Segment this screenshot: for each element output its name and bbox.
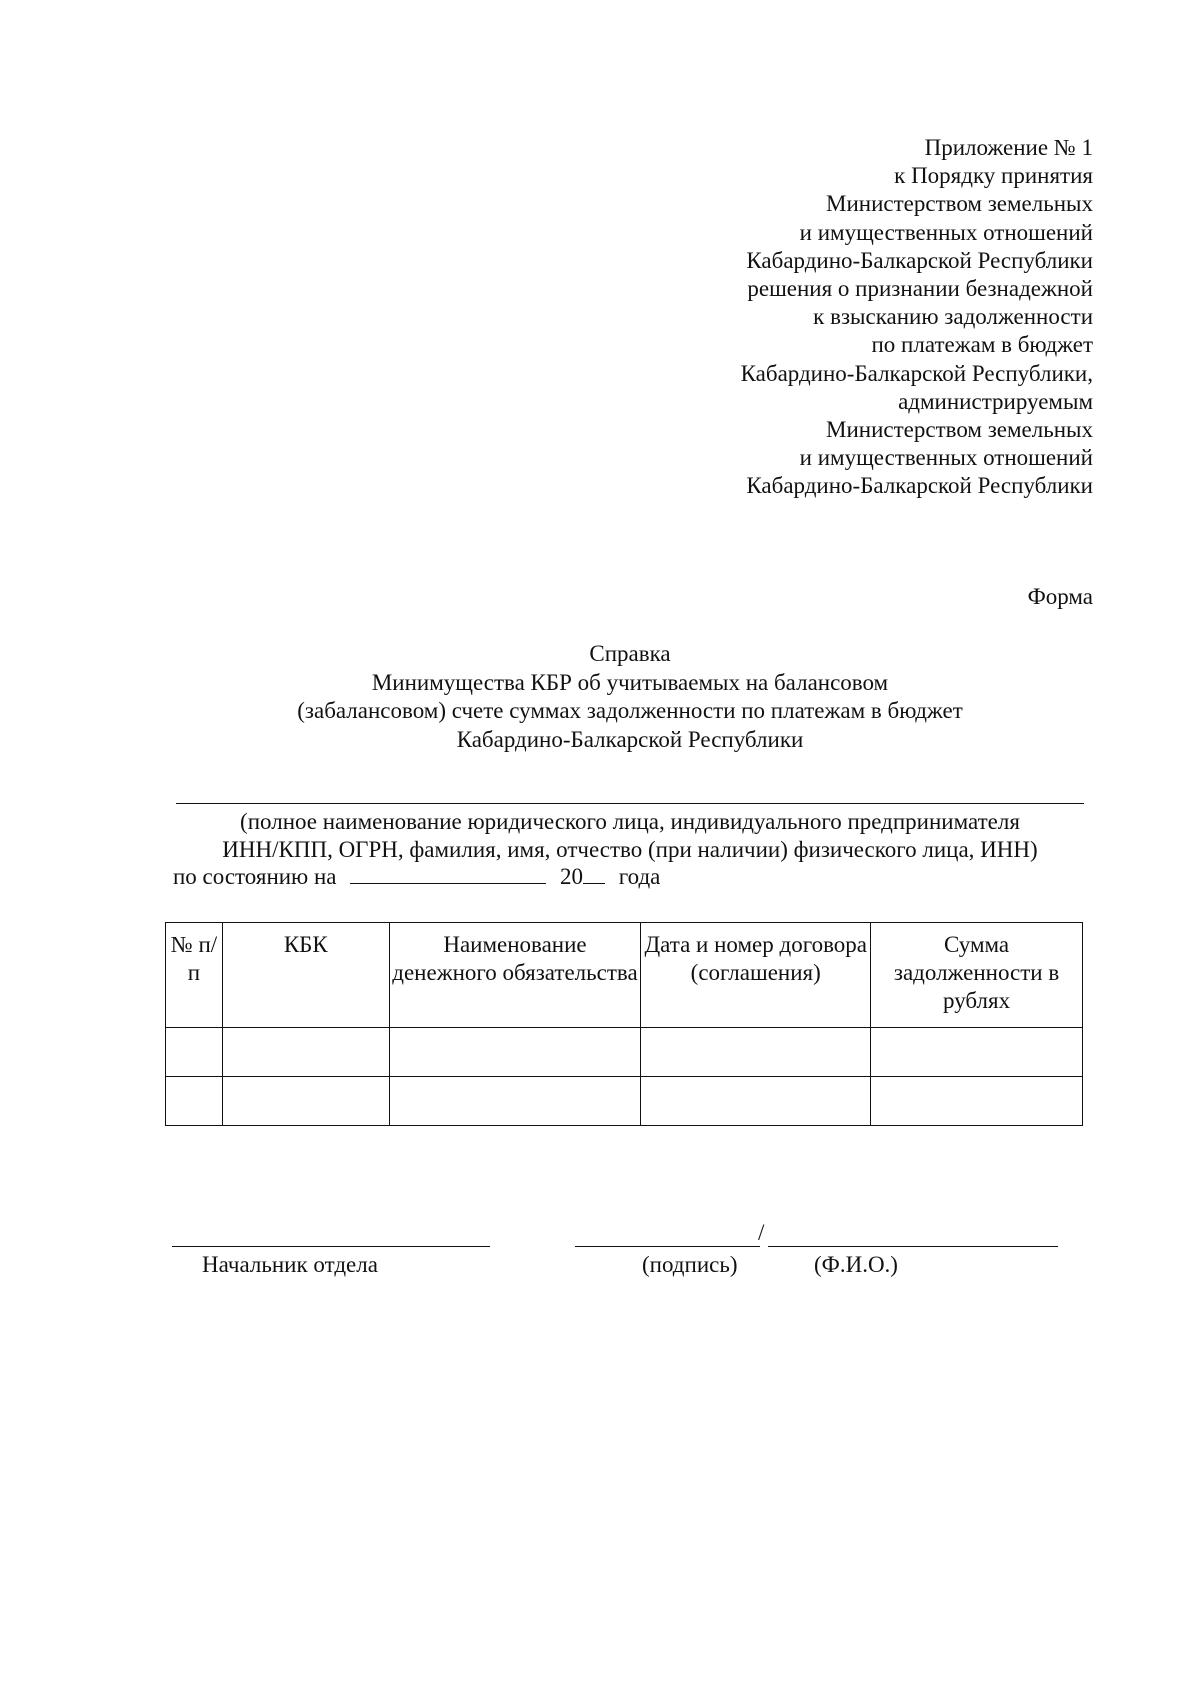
appendix-line: к взысканию задолженности bbox=[813, 304, 1093, 330]
table-cell[interactable] bbox=[166, 1077, 223, 1126]
signature-field-line[interactable] bbox=[575, 1246, 760, 1247]
caption-line: ИНН/КПП, ОГРН, фамилия, имя, отчество (при наличии) физического лица, ИНН) bbox=[222, 837, 1038, 862]
header-kbk: КБК bbox=[222, 923, 389, 1028]
signature-label: (подпись) bbox=[642, 1252, 738, 1277]
document-title bbox=[230, 640, 1030, 754]
appendix-line: по платежам в бюджет bbox=[871, 332, 1093, 358]
entity-name-caption bbox=[176, 808, 1084, 864]
header-obligation-name: Наименование денежного обязательства bbox=[389, 923, 641, 1028]
table-cell[interactable] bbox=[641, 1028, 871, 1077]
year-suffix: года bbox=[618, 864, 661, 889]
appendix-line: Кабардино-Балкарской Республики bbox=[746, 473, 1093, 499]
table-cell[interactable] bbox=[222, 1028, 389, 1077]
caption-line: (полное наименование юридического лица, индивидуального предпринимателя bbox=[240, 809, 1020, 834]
signature-separator: / bbox=[758, 1220, 765, 1245]
appendix-line: администрируемым bbox=[898, 388, 1093, 414]
appendix-line: решения о признании безнадежной bbox=[747, 276, 1093, 302]
appendix-line: и имущественных отношений bbox=[799, 219, 1093, 245]
as-of-date-blank[interactable] bbox=[350, 882, 546, 884]
table-cell[interactable] bbox=[871, 1028, 1083, 1077]
fio-label: (Ф.И.О.) bbox=[814, 1252, 898, 1277]
appendix-line: Министерством земельных bbox=[826, 191, 1093, 217]
year-prefix: 20 bbox=[560, 864, 584, 889]
appendix-line: и имущественных отношений bbox=[799, 445, 1093, 471]
table-cell[interactable] bbox=[222, 1077, 389, 1126]
table-row bbox=[166, 1077, 1083, 1126]
title-line: Справка bbox=[589, 641, 671, 666]
header-debt-amount: Сумма задолженности в рублях bbox=[871, 923, 1083, 1028]
title-line: (забалансовом) счете суммах задолженности по платежам в бюджет bbox=[297, 698, 963, 723]
header-number: № п/п bbox=[166, 923, 223, 1028]
as-of-date-prefix: по состоянию на bbox=[173, 864, 337, 889]
appendix-line: Приложение № 1 bbox=[924, 135, 1093, 160]
fio-field-line[interactable] bbox=[768, 1246, 1058, 1247]
appendix-line: к Порядку принятия bbox=[894, 163, 1093, 189]
table-cell[interactable] bbox=[389, 1077, 641, 1126]
debts-table bbox=[165, 922, 1083, 1126]
as-of-date-line bbox=[173, 864, 660, 890]
position-field-line[interactable] bbox=[172, 1246, 490, 1247]
appendix-line: Министерством земельных bbox=[826, 417, 1093, 443]
position-label: Начальник отдела bbox=[202, 1252, 378, 1277]
appendix-header bbox=[741, 134, 1093, 501]
form-label: Форма bbox=[1027, 584, 1093, 609]
appendix-line: Кабардино-Балкарской Республики, bbox=[740, 360, 1093, 386]
table-cell[interactable] bbox=[389, 1028, 641, 1077]
year-blank[interactable] bbox=[583, 882, 605, 884]
table-cell[interactable] bbox=[871, 1077, 1083, 1126]
title-line: Минимущества КБР об учитываемых на балансовом bbox=[371, 669, 889, 695]
table-header-row bbox=[166, 923, 1083, 1028]
entity-name-field-line[interactable] bbox=[176, 803, 1084, 804]
table-row bbox=[166, 1028, 1083, 1077]
title-line: Кабардино-Балкарской Республики bbox=[456, 726, 804, 752]
table-cell[interactable] bbox=[166, 1028, 223, 1077]
header-contract-date-number: Дата и номер договора (соглашения) bbox=[641, 923, 871, 1028]
table-cell[interactable] bbox=[641, 1077, 871, 1126]
appendix-line: Кабардино-Балкарской Республики bbox=[746, 247, 1093, 273]
